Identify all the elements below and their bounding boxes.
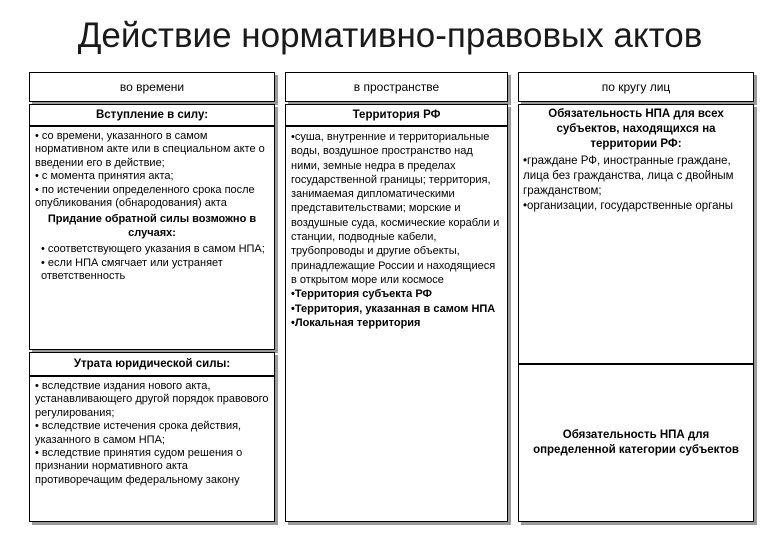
header-time xyxy=(29,72,275,102)
header-space xyxy=(285,72,508,102)
all-subjects-item: •организации, государственные органы xyxy=(523,200,734,212)
territory-item: •суша, внутренние и территориальные воды, воздушное пространство над ними, земные недра в пределах государственной границы; территория, занимаемая дипломатическими представительствами; морские и воздушные суда, космические корабли и станции, подводные кабели, трубопроводы и другие объекты, принадлежащие России и находящиеся в открытом море или космосе xyxy=(291,131,500,286)
loss-item: • вследствие истечения срока действия, указанного в самом НПА; xyxy=(35,420,242,446)
territory-item: •Территория субъекта РФ xyxy=(291,288,432,301)
entry-item: • со времени, указанного в самом нормативном акте или в специальном акте о введении его в действие; xyxy=(35,130,265,169)
entry-into-force-box xyxy=(29,126,275,350)
loss-item: • вследствие принятия судом решения о признании нормативного акта противоречащим федеральному закону xyxy=(35,447,243,486)
entry-into-force-title-label: Вступление в силу: xyxy=(95,109,209,121)
retroactive-title: Придание обратной силы возможно в случаях: xyxy=(47,213,257,239)
territory-title-label: Территория РФ xyxy=(352,109,441,121)
entry-item: • с момента принятия акта; xyxy=(35,170,174,183)
loss-of-force-box xyxy=(29,376,275,522)
header-space-label: в пространстве xyxy=(353,80,440,94)
header-persons xyxy=(518,72,754,102)
entry-item: • по истечении определенного срока после опубликования (обнародования) акта xyxy=(35,183,255,210)
retro-item: • соответствующего указания в самом НПА; xyxy=(41,243,265,256)
loss-of-force-title xyxy=(29,352,275,376)
header-persons-label: по кругу лиц xyxy=(601,80,671,94)
entry-into-force-title xyxy=(29,104,275,126)
territory-title xyxy=(285,104,508,126)
page-title: Действие нормативно-правовых актов xyxy=(77,16,703,55)
loss-of-force-title-label: Утрата юридической силы: xyxy=(73,358,231,370)
loss-item: • вследствие издания нового акта, устанавливающего другой порядок правового регулирования; xyxy=(35,380,269,419)
territory-item: •Территория, указанная в самом НПА xyxy=(291,302,496,315)
category-text: Обязательность НПА для определенной категории субъектов xyxy=(533,429,739,456)
all-subjects-item: •граждане РФ, иностранные граждане, лица без гражданства, лица с двойным гражданством; xyxy=(523,155,734,197)
retro-item: • если НПА смягчает или устраняет ответственность xyxy=(41,256,223,283)
all-subjects-box xyxy=(518,104,754,364)
header-time-label: во времени xyxy=(119,80,185,94)
category-box xyxy=(518,364,754,522)
territory-item: •Локальная территория xyxy=(291,316,421,329)
all-subjects-title: Обязательность НПА для всех субъектов, находящихся на территории РФ: xyxy=(548,108,724,150)
territory-box xyxy=(285,126,508,522)
